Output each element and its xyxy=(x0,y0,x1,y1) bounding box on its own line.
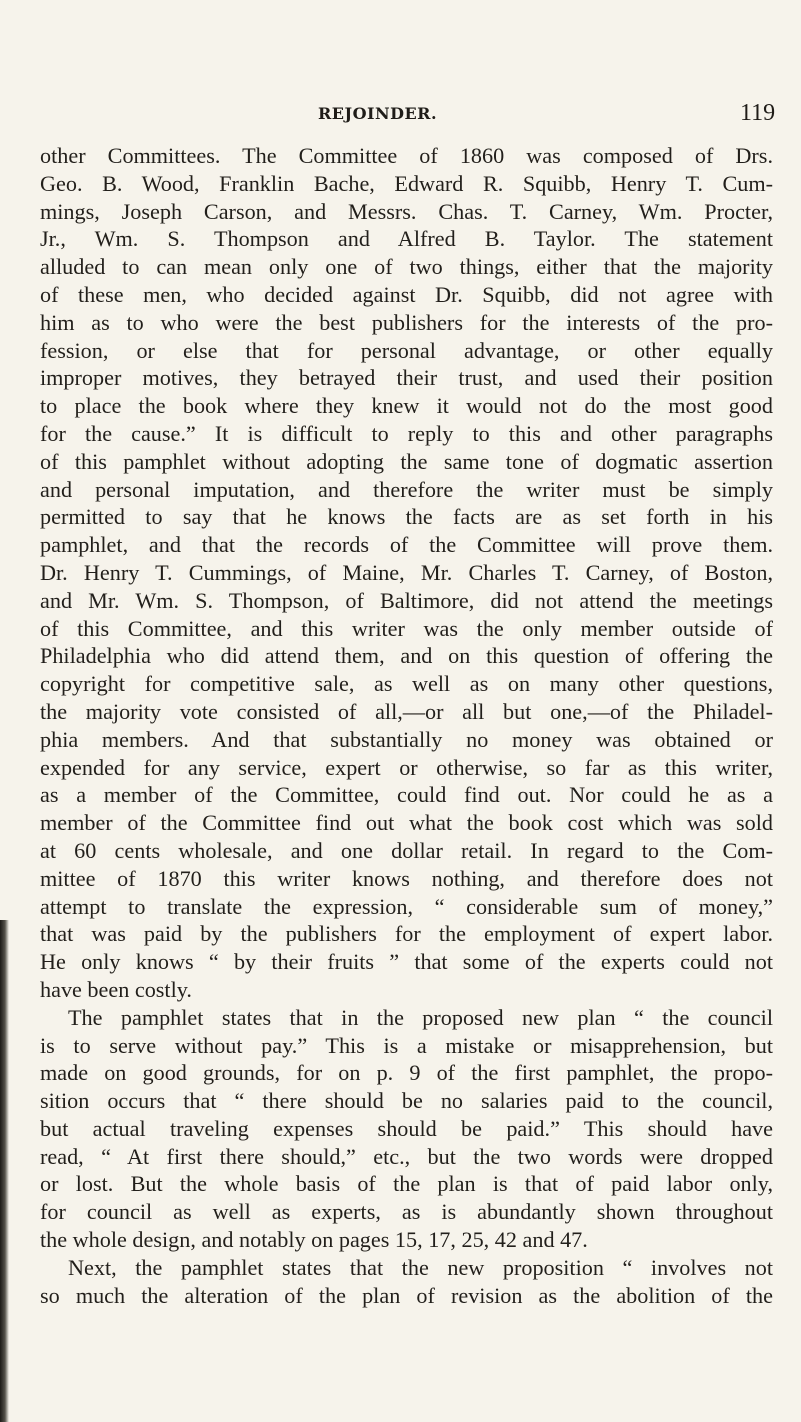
text-line: have been costly. xyxy=(40,976,192,1002)
text-line: the majority vote consisted of all,—or all but one,—of the Philadel- xyxy=(40,698,773,724)
text-line: Philadelphia who did attend them, and on this question of offering the xyxy=(40,643,773,669)
text-line: mings, Joseph Carson, and Messrs. Chas. T. Carney, Wm. Procter, xyxy=(40,198,773,224)
text-line: the whole design, and notably on pages 15, 17, 25, 42 and 47. xyxy=(40,1227,588,1253)
body-text xyxy=(40,142,773,1309)
text-line: him as to who were the best publishers for the interests of the pro- xyxy=(40,309,773,335)
text-line: attempt to translate the expression, “ considerable sum of money,” xyxy=(40,893,773,919)
text-line: permitted to say that he knows the facts are as set forth in his xyxy=(40,504,773,530)
text-line: fession, or else that for personal advantage, or other equally xyxy=(40,337,773,363)
text-line: copyright for competitive sale, as well as on many other questions, xyxy=(40,671,773,697)
text-line: improper motives, they betrayed their trust, and used their position xyxy=(40,365,773,391)
text-line: of these men, who decided against Dr. Squibb, did not agree with xyxy=(40,281,773,307)
text-line: Dr. Henry T. Cummings, of Maine, Mr. Charles T. Carney, of Boston, xyxy=(40,559,773,585)
text-line: He only knows “ by their fruits ” that some of the experts could not xyxy=(40,949,773,975)
text-line: as a member of the Committee, could find out. Nor could he as a xyxy=(40,782,773,808)
text-line: so much the alteration of the plan of revision as the abolition of the xyxy=(40,1282,773,1308)
text-line: and personal imputation, and therefore the writer must be simply xyxy=(40,476,773,502)
text-line: that was paid by the publishers for the employment of expert labor. xyxy=(40,921,773,947)
text-line: for council as well as experts, as is abundantly shown throughout xyxy=(40,1199,773,1225)
text-line: expended for any service, expert or otherwise, so far as this writer, xyxy=(40,754,773,780)
text-line: member of the Committee find out what the book cost which was sold xyxy=(40,810,773,836)
text-line: of this pamphlet without adopting the same tone of dogmatic assertion xyxy=(40,448,773,474)
text-line: mittee of 1870 this writer knows nothing, and therefore does not xyxy=(40,865,773,891)
text-line: pamphlet, and that the records of the Committee will prove them. xyxy=(40,532,773,558)
text-line: or lost. But the whole basis of the plan is that of paid labor only, xyxy=(40,1171,773,1197)
text-line: of this Committee, and this writer was the only member outside of xyxy=(40,615,773,641)
text-line: Jr., Wm. S. Thompson and Alfred B. Taylor. The statement xyxy=(40,226,773,252)
text-line: for the cause.” It is difficult to reply to this and other paragraphs xyxy=(40,420,773,446)
text-line: Geo. B. Wood, Franklin Bache, Edward R. Squibb, Henry T. Cum- xyxy=(40,170,773,196)
text-line: other Committees. The Committee of 1860 was composed of Drs. xyxy=(40,143,773,168)
text-line: alluded to can mean only one of two things, either that the majority xyxy=(40,254,773,280)
text-line: is to serve without pay.” This is a mistake or misapprehension, but xyxy=(40,1032,773,1058)
text-line: sition occurs that “ there should be no salaries paid to the council, xyxy=(40,1088,773,1114)
text-line: at 60 cents wholesale, and one dollar retail. In regard to the Com- xyxy=(40,837,773,863)
text-line: read, “ At first there should,” etc., but the two words were dropped xyxy=(40,1143,773,1169)
paragraph-start-line: Next, the pamphlet states that the new proposition “ involves not xyxy=(68,1254,773,1280)
text-line: to place the book where they knew it would not do the most good xyxy=(40,393,773,419)
text-line: made on good grounds, for on p. 9 of the first pamphlet, the propo- xyxy=(40,1060,773,1086)
binding-shadow xyxy=(0,920,9,1422)
text-line: phia members. And that substantially no money was obtained or xyxy=(40,726,773,752)
running-head: REJOINDER. xyxy=(318,104,438,123)
text-line: but actual traveling expenses should be paid.” This should have xyxy=(40,1115,773,1141)
paragraph-start-line: The pamphlet states that in the proposed new plan “ the council xyxy=(68,1004,773,1030)
text-line: and Mr. Wm. S. Thompson, of Baltimore, did not attend the meetings xyxy=(40,587,773,613)
page-number: 119 xyxy=(740,100,776,126)
